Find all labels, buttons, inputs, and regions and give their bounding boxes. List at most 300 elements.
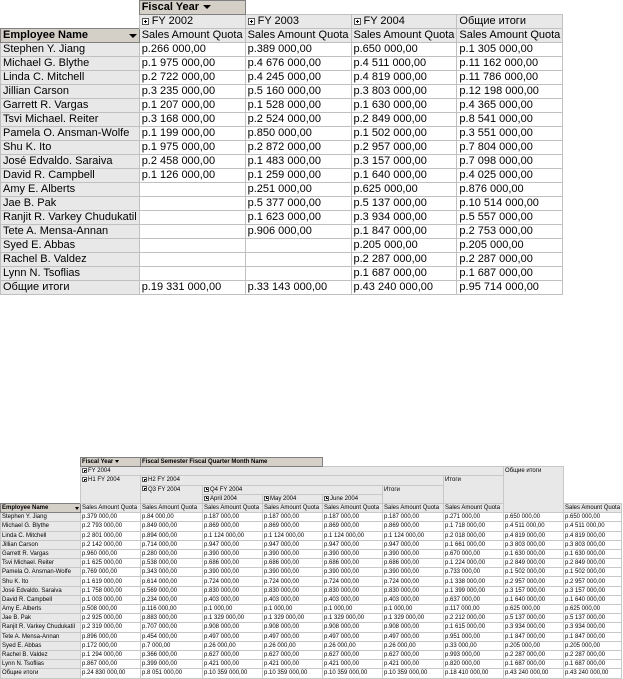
value-cell[interactable]: р.724 000,00 [383, 577, 444, 586]
employee-name-cell[interactable]: Pamela O. Ansman-Wolfe [1, 127, 140, 141]
employee-name-cell[interactable]: Tsvi Michael. Reiter [1, 559, 81, 568]
value-cell[interactable]: р.947 000,00 [323, 540, 383, 549]
value-cell[interactable]: р.625 000,00 [564, 605, 622, 614]
value-cell[interactable]: р.733 000,00 [444, 568, 504, 577]
expand-icon[interactable] [248, 18, 255, 25]
value-cell[interactable] [139, 183, 245, 197]
employee-name-field-button[interactable]: Employee Name [1, 29, 140, 43]
value-cell[interactable]: р.769 000,00 [81, 568, 141, 577]
value-cell[interactable]: р.830 000,00 [383, 586, 444, 595]
value-cell[interactable]: р.2 142 000,00 [81, 540, 141, 549]
year-header-fy2004[interactable]: FY 2004 [351, 15, 457, 29]
value-cell[interactable]: р.707 000,00 [141, 623, 203, 632]
value-cell[interactable]: р.3 934 000,00 [564, 623, 622, 632]
employee-name-cell[interactable]: José Edvaldo. Saraiva [1, 155, 140, 169]
employee-name-cell[interactable]: Amy E. Alberts [1, 605, 81, 614]
value-cell[interactable]: р.1 847 000,00 [564, 632, 622, 641]
value-cell[interactable]: р.2 458 000,00 [139, 155, 245, 169]
value-cell[interactable]: р.1 000,00 [263, 605, 323, 614]
value-cell[interactable] [139, 211, 245, 225]
employee-name-cell[interactable]: Stephen Y. Jiang [1, 43, 140, 57]
value-cell[interactable]: р.390 000,00 [323, 568, 383, 577]
value-cell[interactable]: р.497 000,00 [383, 632, 444, 641]
employee-name-cell[interactable]: Lynn N. Tsoflias [1, 267, 140, 281]
table-row [1, 141, 563, 155]
value-cell[interactable]: р.627 000,00 [323, 650, 383, 659]
employee-name-cell[interactable]: Stephen Y. Jiang [1, 513, 81, 522]
value-cell[interactable]: р.1 000,00 [323, 605, 383, 614]
year-header-fy2002[interactable]: FY 2002 [139, 15, 245, 29]
value-cell[interactable]: р.1 619 000,00 [81, 577, 141, 586]
employee-name-cell[interactable]: Общие итоги [1, 281, 140, 295]
value-cell[interactable]: р.43 240 000,00 [351, 281, 457, 295]
expand-icon[interactable] [142, 18, 149, 25]
value-cell[interactable]: р.1 124 000,00 [263, 531, 323, 540]
value-cell[interactable]: р.390 000,00 [203, 568, 263, 577]
value-cell[interactable]: р.421 000,00 [203, 660, 263, 669]
value-cell[interactable]: р.379 000,00 [81, 513, 141, 522]
value-cell[interactable]: р.3 934 000,00 [504, 623, 564, 632]
value-cell[interactable]: р.1 399 000,00 [444, 586, 504, 595]
value-cell[interactable]: р.1 502 000,00 [504, 568, 564, 577]
value-cell[interactable]: р.421 000,00 [263, 660, 323, 669]
value-cell[interactable]: р.33 143 000,00 [245, 281, 351, 295]
value-cell[interactable]: р.1 687 000,00 [457, 267, 563, 281]
value-cell[interactable]: р.1 640 000,00 [504, 595, 564, 604]
value-cell[interactable]: р.947 000,00 [383, 540, 444, 549]
value-cell[interactable]: р.724 000,00 [263, 577, 323, 586]
value-cell[interactable]: р.4 819 000,00 [564, 531, 622, 540]
value-cell[interactable]: р.2 287 000,00 [564, 650, 622, 659]
value-cell[interactable]: р.366 000,00 [141, 650, 203, 659]
value-cell[interactable]: р.1 615 000,00 [444, 623, 504, 632]
value-cell[interactable] [139, 197, 245, 211]
fiscal-year-field-button[interactable]: Fiscal Year [139, 1, 245, 15]
value-cell[interactable]: р.187 000,00 [323, 513, 383, 522]
value-cell[interactable] [139, 253, 245, 267]
value-cell[interactable]: р.1 975 000,00 [139, 57, 245, 71]
employee-name-field-button[interactable]: Employee Name [1, 503, 81, 512]
value-cell[interactable]: р.4 365 000,00 [457, 99, 563, 113]
value-cell[interactable]: р.7 804 000,00 [457, 141, 563, 155]
value-cell[interactable]: р.637 000,00 [444, 595, 504, 604]
value-cell[interactable]: р.1 630 000,00 [564, 549, 622, 558]
value-cell[interactable]: р.266 000,00 [139, 43, 245, 57]
value-cell[interactable] [245, 267, 351, 281]
employee-name-cell[interactable]: Pamela O. Ansman-Wolfe [1, 568, 81, 577]
value-cell[interactable]: р.2 524 000,00 [245, 113, 351, 127]
value-cell[interactable]: р.1 687 000,00 [504, 660, 564, 669]
value-cell[interactable]: р.390 000,00 [203, 549, 263, 558]
employee-name-cell[interactable]: Amy E. Alberts [1, 183, 140, 197]
value-cell[interactable]: р.1 623 000,00 [245, 211, 351, 225]
expand-icon[interactable] [82, 477, 87, 482]
month-header-may[interactable]: May 2004 [263, 494, 323, 503]
quarter-header-q4[interactable]: Q4 FY 2004 [203, 485, 383, 494]
value-cell[interactable]: р.187 000,00 [203, 513, 263, 522]
value-cell[interactable]: р.3 157 000,00 [564, 586, 622, 595]
value-cell[interactable]: р.10 359 000,00 [263, 669, 323, 678]
value-cell[interactable]: р.4 245 000,00 [245, 71, 351, 85]
quarter-header-q3[interactable]: Q3 FY 2004 [141, 485, 203, 503]
value-cell[interactable]: р.3 157 000,00 [351, 155, 457, 169]
value-cell[interactable]: р.11 162 000,00 [457, 57, 563, 71]
value-cell[interactable]: р.2 018 000,00 [444, 531, 504, 540]
value-cell[interactable]: р.627 000,00 [263, 650, 323, 659]
value-cell[interactable]: р.8 051 000,00 [141, 669, 203, 678]
value-cell[interactable]: р.10 359 000,00 [383, 669, 444, 678]
employee-name-cell[interactable]: Rachel B. Valdez [1, 253, 140, 267]
value-cell[interactable]: р.26 000,00 [383, 641, 444, 650]
semester-header-h2[interactable]: H2 FY 2004 [141, 476, 444, 485]
value-cell[interactable]: р.614 000,00 [141, 577, 203, 586]
value-cell[interactable]: р.1 975 000,00 [139, 141, 245, 155]
value-cell[interactable]: р.1 502 000,00 [564, 568, 622, 577]
value-cell[interactable]: р.343 000,00 [141, 568, 203, 577]
employee-name-cell[interactable]: Jillian Carson [1, 540, 81, 549]
value-cell[interactable]: р.421 000,00 [323, 660, 383, 669]
value-cell[interactable]: р.399 000,00 [141, 660, 203, 669]
value-cell[interactable]: р.3 551 000,00 [457, 127, 563, 141]
employee-name-cell[interactable]: Tete A. Mensa-Annan [1, 225, 140, 239]
value-cell[interactable] [139, 267, 245, 281]
value-cell[interactable]: р.724 000,00 [203, 577, 263, 586]
value-cell[interactable]: р.3 235 000,00 [139, 85, 245, 99]
value-cell[interactable]: р.1 625 000,00 [81, 559, 141, 568]
employee-name-cell[interactable]: Michael G. Blythe [1, 522, 81, 531]
value-cell[interactable]: р.403 000,00 [203, 595, 263, 604]
value-cell[interactable]: р.5 137 000,00 [351, 197, 457, 211]
value-cell[interactable]: р.830 000,00 [203, 586, 263, 595]
value-cell[interactable]: р.850 000,00 [245, 127, 351, 141]
value-cell[interactable]: р.10 359 000,00 [323, 669, 383, 678]
value-cell[interactable]: р.3 168 000,00 [139, 113, 245, 127]
value-cell[interactable]: р.896 000,00 [81, 632, 141, 641]
value-cell[interactable]: р.1 847 000,00 [351, 225, 457, 239]
value-cell[interactable]: р.2 319 000,00 [81, 623, 141, 632]
value-cell[interactable]: р.10 514 000,00 [457, 197, 563, 211]
value-cell[interactable]: р.2 753 000,00 [457, 225, 563, 239]
value-cell[interactable]: р.390 000,00 [263, 568, 323, 577]
value-cell[interactable]: р.1 000,00 [383, 605, 444, 614]
value-cell[interactable]: р.686 000,00 [383, 559, 444, 568]
value-cell[interactable]: р.389 000,00 [245, 43, 351, 57]
value-cell[interactable]: р.1 000,00 [203, 605, 263, 614]
value-cell[interactable]: р.3 803 000,00 [504, 540, 564, 549]
employee-name-cell[interactable]: Ranjit R. Varkey Chudukatil [1, 211, 140, 225]
value-cell[interactable]: р.960 000,00 [81, 549, 141, 558]
value-cell[interactable]: р.4 819 000,00 [504, 531, 564, 540]
value-cell[interactable]: р.947 000,00 [263, 540, 323, 549]
value-cell[interactable]: р.2 287 000,00 [457, 253, 563, 267]
employee-name-cell[interactable]: Garrett R. Vargas [1, 99, 140, 113]
value-cell[interactable]: р.2 957 000,00 [504, 577, 564, 586]
employee-name-cell[interactable]: Linda C. Mitchell [1, 531, 81, 540]
value-cell[interactable]: р.95 714 000,00 [457, 281, 563, 295]
value-cell[interactable]: р.390 000,00 [323, 549, 383, 558]
value-cell[interactable]: р.8 541 000,00 [457, 113, 563, 127]
value-cell[interactable]: р.5 137 000,00 [504, 614, 564, 623]
value-cell[interactable]: р.869 000,00 [263, 522, 323, 531]
value-cell[interactable]: р.1 640 000,00 [351, 169, 457, 183]
value-cell[interactable]: р.205 000,00 [564, 641, 622, 650]
value-cell[interactable]: р.1 528 000,00 [245, 99, 351, 113]
value-cell[interactable]: р.4 819 000,00 [351, 71, 457, 85]
value-cell[interactable]: р.3 803 000,00 [564, 540, 622, 549]
value-cell[interactable]: р.906 000,00 [245, 225, 351, 239]
value-cell[interactable]: р.3 803 000,00 [351, 85, 457, 99]
value-cell[interactable]: р.5 377 000,00 [245, 197, 351, 211]
value-cell[interactable]: р.1 718 000,00 [444, 522, 504, 531]
employee-name-cell[interactable]: Shu K. Ito [1, 141, 140, 155]
employee-name-cell[interactable]: Michael G. Blythe [1, 57, 140, 71]
value-cell[interactable]: р.2 793 000,00 [81, 522, 141, 531]
value-cell[interactable]: р.7 000,00 [141, 641, 203, 650]
employee-name-cell[interactable]: Garrett R. Vargas [1, 549, 81, 558]
value-cell[interactable]: р.820 000,00 [444, 660, 504, 669]
value-cell[interactable]: р.19 331 000,00 [139, 281, 245, 295]
employee-name-cell[interactable]: Jillian Carson [1, 85, 140, 99]
value-cell[interactable]: р.627 000,00 [203, 650, 263, 659]
value-cell[interactable]: р.714 000,00 [141, 540, 203, 549]
value-cell[interactable]: р.876 000,00 [457, 183, 563, 197]
expand-icon[interactable] [354, 18, 361, 25]
value-cell[interactable]: р.280 000,00 [141, 549, 203, 558]
value-cell[interactable] [245, 239, 351, 253]
value-cell[interactable]: р.908 000,00 [203, 623, 263, 632]
employee-name-cell[interactable]: David R. Campbell [1, 169, 140, 183]
value-cell[interactable]: р.497 000,00 [203, 632, 263, 641]
value-cell[interactable]: р.908 000,00 [263, 623, 323, 632]
value-cell[interactable]: р.2 212 000,00 [444, 614, 504, 623]
value-cell[interactable]: р.205 000,00 [457, 239, 563, 253]
value-cell[interactable]: р.1 502 000,00 [351, 127, 457, 141]
value-cell[interactable]: р.4 511 000,00 [504, 522, 564, 531]
value-cell[interactable]: р.2 925 000,00 [81, 614, 141, 623]
table-row [1, 568, 622, 577]
value-cell[interactable] [139, 225, 245, 239]
value-cell[interactable]: р.2 849 000,00 [504, 559, 564, 568]
value-cell[interactable]: р.84 000,00 [141, 513, 203, 522]
value-cell[interactable]: р.908 000,00 [383, 623, 444, 632]
value-cell[interactable]: р.869 000,00 [203, 522, 263, 531]
value-cell[interactable]: р.12 198 000,00 [457, 85, 563, 99]
employee-name-cell[interactable]: Общие итоги [1, 669, 81, 678]
expand-icon[interactable] [204, 496, 209, 501]
value-cell[interactable]: р.2 957 000,00 [564, 577, 622, 586]
value-cell[interactable]: р.5 557 000,00 [457, 211, 563, 225]
value-cell[interactable]: р.5 160 000,00 [245, 85, 351, 99]
value-cell[interactable] [139, 239, 245, 253]
value-cell[interactable]: р.947 000,00 [203, 540, 263, 549]
value-cell[interactable]: р.1 483 000,00 [245, 155, 351, 169]
value-cell[interactable]: р.686 000,00 [263, 559, 323, 568]
value-cell[interactable]: р.18 410 000,00 [444, 669, 504, 678]
value-cell[interactable]: р.830 000,00 [323, 586, 383, 595]
employee-name-cell[interactable]: David R. Campbell [1, 595, 81, 604]
value-cell[interactable]: р.869 000,00 [323, 522, 383, 531]
value-cell[interactable]: р.1 124 000,00 [383, 531, 444, 540]
year-header-fy2004[interactable]: FY 2004 [81, 467, 504, 476]
value-cell[interactable]: р.2 722 000,00 [139, 71, 245, 85]
value-cell[interactable]: р.1 661 000,00 [444, 540, 504, 549]
value-cell[interactable]: р.116 000,00 [141, 605, 203, 614]
value-cell[interactable]: р.1 329 000,00 [203, 614, 263, 623]
employee-name-cell[interactable]: Jae B. Pak [1, 614, 81, 623]
value-cell[interactable]: р.3 934 000,00 [351, 211, 457, 225]
value-cell[interactable]: р.724 000,00 [323, 577, 383, 586]
value-cell[interactable]: р.908 000,00 [323, 623, 383, 632]
value-cell[interactable]: р.1 224 000,00 [444, 559, 504, 568]
value-cell[interactable]: р.1 124 000,00 [323, 531, 383, 540]
value-cell[interactable]: р.4 676 000,00 [245, 57, 351, 71]
value-cell[interactable]: р.43 240 000,00 [564, 669, 622, 678]
value-cell[interactable]: р.1 126 000,00 [139, 169, 245, 183]
employee-name-cell[interactable]: Syed E. Abbas [1, 239, 140, 253]
value-cell[interactable]: р.1 329 000,00 [323, 614, 383, 623]
value-cell[interactable]: р.1 003 000,00 [81, 595, 141, 604]
value-cell[interactable]: р.2 849 000,00 [351, 113, 457, 127]
value-cell[interactable]: р.2 801 000,00 [81, 531, 141, 540]
value-cell[interactable]: р.10 359 000,00 [203, 669, 263, 678]
value-cell[interactable]: р.403 000,00 [323, 595, 383, 604]
value-cell[interactable]: р.1 640 000,00 [564, 595, 622, 604]
value-cell[interactable]: р.625 000,00 [504, 605, 564, 614]
value-cell[interactable]: р.569 000,00 [141, 586, 203, 595]
value-cell[interactable]: р.403 000,00 [263, 595, 323, 604]
year-header-fy2003[interactable]: FY 2003 [245, 15, 351, 29]
employee-name-cell[interactable]: Tete A. Mensa-Annan [1, 632, 81, 641]
fiscal-year-field-button[interactable]: Fiscal Year [81, 458, 141, 467]
collapse-icon[interactable] [82, 468, 87, 473]
value-cell[interactable]: р.497 000,00 [323, 632, 383, 641]
employee-name-cell[interactable]: Shu K. Ito [1, 577, 81, 586]
value-cell[interactable]: р.1 199 000,00 [139, 127, 245, 141]
value-cell[interactable]: р.33 000,00 [444, 641, 504, 650]
value-cell[interactable]: р.234 000,00 [141, 595, 203, 604]
value-cell[interactable]: р.43 240 000,00 [504, 669, 564, 678]
value-cell[interactable]: р.508 000,00 [81, 605, 141, 614]
value-cell[interactable]: р.670 000,00 [444, 549, 504, 558]
value-cell[interactable]: р.172 000,00 [81, 641, 141, 650]
value-cell[interactable]: р.4 025 000,00 [457, 169, 563, 183]
value-cell[interactable]: р.538 000,00 [141, 559, 203, 568]
value-cell[interactable]: р.251 000,00 [245, 183, 351, 197]
value-cell[interactable] [245, 253, 351, 267]
value-cell[interactable]: р.627 000,00 [383, 650, 444, 659]
collapse-icon[interactable] [204, 487, 209, 492]
value-cell[interactable]: р.11 786 000,00 [457, 71, 563, 85]
value-cell[interactable]: р.1 338 000,00 [444, 577, 504, 586]
value-cell[interactable]: р.869 000,00 [383, 522, 444, 531]
value-cell[interactable]: р.403 000,00 [383, 595, 444, 604]
value-cell[interactable]: р.2 872 000,00 [245, 141, 351, 155]
value-cell[interactable]: р.390 000,00 [383, 568, 444, 577]
value-cell[interactable]: р.1 687 000,00 [351, 267, 457, 281]
employee-name-cell[interactable]: Rachel B. Valdez [1, 650, 81, 659]
value-cell[interactable]: р.5 137 000,00 [564, 614, 622, 623]
measure-header: Sales Amount Quota [203, 503, 263, 512]
value-cell[interactable]: р.187 000,00 [383, 513, 444, 522]
value-cell[interactable]: р.650 000,00 [351, 43, 457, 57]
expand-icon[interactable] [142, 486, 147, 491]
expand-icon[interactable] [264, 496, 269, 501]
value-cell[interactable]: р.1 124 000,00 [203, 531, 263, 540]
value-cell[interactable]: р.2 957 000,00 [351, 141, 457, 155]
value-cell[interactable]: р.1 687 000,00 [564, 660, 622, 669]
value-cell[interactable]: р.830 000,00 [263, 586, 323, 595]
value-cell[interactable]: р.650 000,00 [564, 513, 622, 522]
value-cell[interactable]: р.1 630 000,00 [351, 99, 457, 113]
value-cell[interactable]: р.883 000,00 [141, 614, 203, 623]
value-cell[interactable]: р.390 000,00 [263, 549, 323, 558]
value-cell[interactable]: р.4 511 000,00 [564, 522, 622, 531]
value-cell[interactable]: р.686 000,00 [203, 559, 263, 568]
value-cell[interactable]: р.2 849 000,00 [564, 559, 622, 568]
value-cell[interactable]: р.1 294 000,00 [81, 650, 141, 659]
value-cell[interactable]: р.271 000,00 [444, 513, 504, 522]
value-cell[interactable]: р.26 000,00 [203, 641, 263, 650]
employee-name-cell[interactable]: Ranjit R. Varkey Chudukatil [1, 623, 81, 632]
employee-name-cell[interactable]: Tsvi Michael. Reiter [1, 113, 140, 127]
value-cell[interactable]: р.625 000,00 [351, 183, 457, 197]
employee-name-cell[interactable]: José Edvaldo. Saraiva [1, 586, 81, 595]
employee-name-cell[interactable]: Syed E. Abbas [1, 641, 81, 650]
value-cell[interactable]: р.454 000,00 [141, 632, 203, 641]
expand-icon[interactable] [324, 496, 329, 501]
value-cell[interactable]: р.686 000,00 [323, 559, 383, 568]
value-cell[interactable]: р.993 000,00 [444, 650, 504, 659]
value-cell[interactable]: р.2 287 000,00 [504, 650, 564, 659]
value-cell[interactable]: р.497 000,00 [263, 632, 323, 641]
semester-header-h1[interactable]: H1 FY 2004 [81, 476, 141, 504]
value-cell[interactable]: р.26 000,00 [323, 641, 383, 650]
employee-name-cell[interactable]: Linda C. Mitchell [1, 71, 140, 85]
value-cell[interactable]: р.1 329 000,00 [263, 614, 323, 623]
value-cell[interactable]: р.894 000,00 [141, 531, 203, 540]
value-cell[interactable]: р.1 207 000,00 [139, 99, 245, 113]
value-cell[interactable]: р.1 329 000,00 [383, 614, 444, 623]
value-cell[interactable]: р.7 098 000,00 [457, 155, 563, 169]
month-header-april[interactable]: April 2004 [203, 494, 263, 503]
value-cell[interactable]: р.1 305 000,00 [457, 43, 563, 57]
value-cell[interactable]: р.4 511 000,00 [351, 57, 457, 71]
value-cell[interactable]: р.951 000,00 [444, 632, 504, 641]
value-cell[interactable]: р.421 000,00 [383, 660, 444, 669]
collapse-icon[interactable] [142, 477, 147, 482]
value-cell[interactable]: р.24 830 000,00 [81, 669, 141, 678]
employee-name-cell[interactable]: Lynn N. Tsoflias [1, 660, 81, 669]
value-cell[interactable]: р.2 287 000,00 [351, 253, 457, 267]
value-cell[interactable]: р.187 000,00 [263, 513, 323, 522]
value-cell[interactable]: р.1 758 000,00 [81, 586, 141, 595]
value-cell[interactable]: р.1 847 000,00 [504, 632, 564, 641]
value-cell[interactable]: р.26 000,00 [263, 641, 323, 650]
value-cell[interactable]: р.117 000,00 [444, 605, 504, 614]
fiscal-hierarchy-field-button[interactable]: Fiscal Semester Fiscal Quarter Month Name [141, 458, 323, 467]
value-cell[interactable]: р.390 000,00 [383, 549, 444, 558]
value-cell[interactable]: р.1 259 000,00 [245, 169, 351, 183]
employee-name-cell[interactable]: Jae B. Pak [1, 197, 140, 211]
month-header-june[interactable]: June 2004 [323, 494, 383, 503]
value-cell[interactable]: р.1 630 000,00 [504, 549, 564, 558]
value-cell[interactable]: р.205 000,00 [351, 239, 457, 253]
value-cell[interactable]: р.205 000,00 [504, 641, 564, 650]
value-cell[interactable]: р.3 157 000,00 [504, 586, 564, 595]
value-cell[interactable]: р.849 000,00 [141, 522, 203, 531]
value-cell[interactable]: р.650 000,00 [504, 513, 564, 522]
value-cell[interactable]: р.867 000,00 [81, 660, 141, 669]
